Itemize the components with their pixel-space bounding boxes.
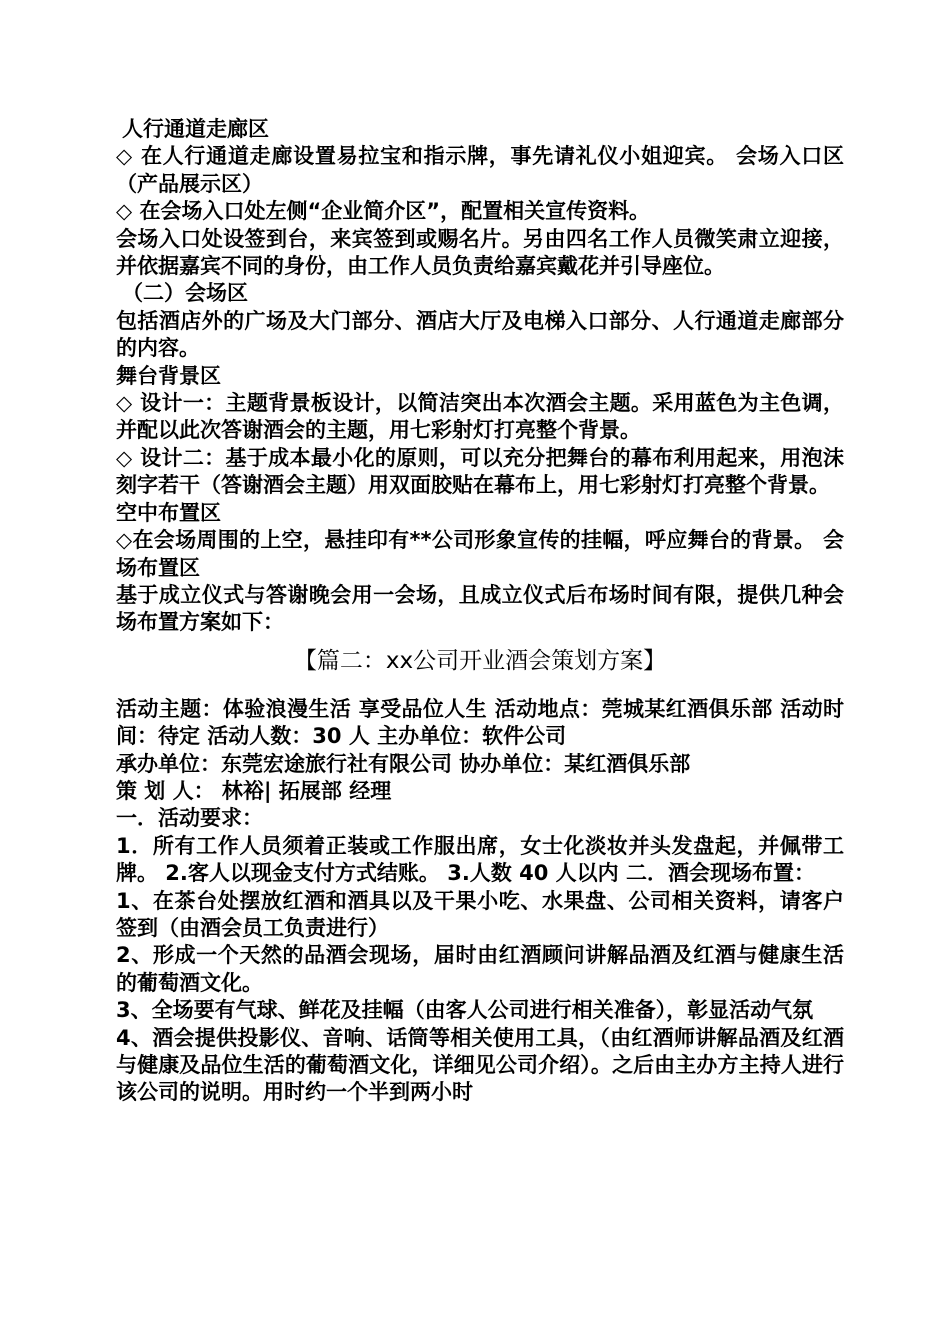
chapter-heading: 【篇二：xx公司开业酒会策划方案】 [293, 647, 667, 674]
document-page [116, 116, 844, 1107]
list-item-1: 1、在茶台处摆放红酒和酒具以及干果小吃、水果盘、公司相关资料，请客户签到（由酒会员工负责进行） [116, 888, 844, 940]
paragraph-walkway-signs: ◇ 在人行通道走廊设置易拉宝和指示牌，事先请礼仪小姐迎宾。 会场入口区（产品展示区） [116, 144, 844, 196]
paragraph-venue-scope: 包括酒店外的广场及大门部分、酒店大厅及电梯入口部分、人行通道走廊部分的内容。 [116, 308, 844, 361]
section-title-aerial: 空中布置区 [116, 500, 221, 525]
paragraph-event-info: 活动主题：体验浪漫生活 享受品位人生 活动地点：莞城某红酒俱乐部 活动时间：待定 活动人数：30 人 主办单位：软件公司 [116, 696, 844, 749]
paragraph-design-two: ◇ 设计二：基于成本最小化的原则，可以充分把舞台的幕布利用起来，用泡沫刻字若干（答谢酒会主题）用双面胶贴在幕布上，用七彩射灯打亮整个背景。 [116, 445, 844, 498]
list-item-3: 3、全场要有气球、鲜花及挂幅（由客人公司进行相关准备），彰显活动气氛 [116, 998, 814, 1023]
section-title-venue: （二）会场区 [122, 281, 248, 306]
paragraph-design-one: ◇ 设计一：主题背景板设计，以简洁突出本次酒会主题。采用蓝色为主色调，并配以此次答谢酒会的主题，用七彩射灯打亮整个背景。 [116, 391, 844, 443]
paragraph-layout-plans: 基于成立仪式与答谢晚会用一会场，且成立仪式后布场时间有限，提供几种会场布置方案如下： [116, 582, 844, 635]
section-title-stage: 舞台背景区 [116, 363, 221, 388]
paragraph-signin-desk: 会场入口处设签到台，来宾签到或赐名片。另由四名工作人员微笑肃立迎接，并依据嘉宾不同的身份，由工作人员负责给嘉宾戴花并引导座位。 [116, 226, 844, 279]
paragraph-requirements: 1．所有工作人员须着正装或工作服出席，女士化淡妆并头发盘起，并佩带工牌。 2.客人以现金支付方式结账。 3.人数 40 人以内 二．酒会现场布置： [116, 833, 844, 886]
paragraph-entrance-intro: ◇ 在会场入口处左侧“企业简介区”，配置相关宣传资料。 [116, 199, 651, 224]
section-title-walkway: 人行通道走廊区 [122, 117, 269, 141]
paragraph-planner: 策 划 人： 林裕| 拓展部 经理 [116, 778, 392, 803]
list-item-4: 4、酒会提供投影仪、音响、话筒等相关使用工具，（由红酒师讲解品酒及红酒与健康及品位生活的葡萄酒文化，详细见公司介绍）。之后由主办方主持人进行该公司的说明。用时约一个半到两小时 [116, 1025, 844, 1105]
section-title-requirements: 一．活动要求： [116, 806, 263, 831]
paragraph-aerial-banner: ◇在会场周围的上空，悬挂印有**公司形象宣传的挂幅，呼应舞台的背景。 会场布置区 [116, 528, 844, 580]
list-item-2: 2、形成一个天然的品酒会现场，届时由红酒顾问讲解品酒及红酒与健康生活的葡萄酒文化。 [116, 943, 844, 995]
paragraph-organizers: 承办单位：东莞宏途旅行社有限公司 协办单位：某红酒俱乐部 [116, 751, 691, 776]
